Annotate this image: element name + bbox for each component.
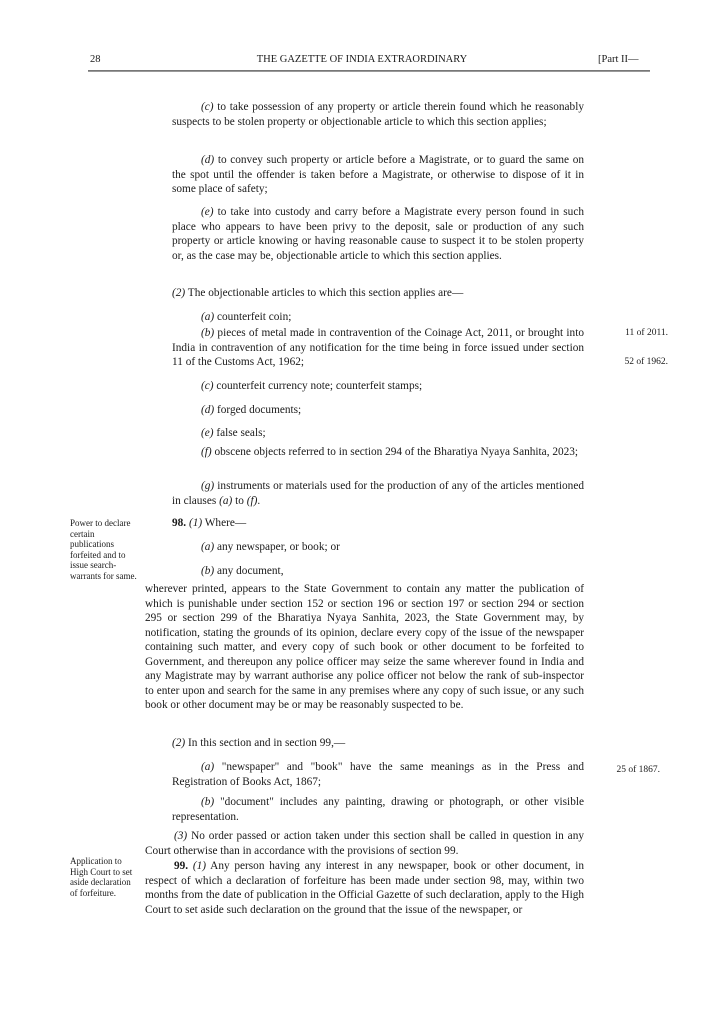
marginal-note-section-98: Power to declare certain publications forfeited and to issue search-warrants for same. [70, 518, 137, 581]
clause-d-convey: (d) to convey such property or article before a Magistrate, or to guard the same on the spot until the offender is taken before a Magistrate, or otherwise to dispose of it in some place of safety; [172, 154, 584, 195]
section-99-subsection-1: 99. (1) Any person having any interest in any newspaper, book or other document, in respect of which a declaration of forfeiture has been made under section 98, may, within two months from the date of publication in the Official Gazette of such declaration, apply to the High Court to set aside such declaration on the ground that the issue of the newspaper, or [145, 860, 584, 916]
header-rule [88, 70, 650, 72]
item-f-obscene-objects: (f) obscene objects referred to in section 294 of the Bharatiya Nyaya Sanhita, 2023; [201, 446, 579, 458]
ref-customs-act: 52 of 1962. [624, 357, 668, 367]
marginal-note-section-99: Application to High Court to set aside declaration of forfeiture. [70, 856, 133, 898]
section-98-item-a: (a) any newspaper, or book; or [201, 541, 340, 553]
definition-newspaper-book: (a) "newspaper" and "book" have the same meanings as in the Press and Registration of Books Act, 1867; [172, 761, 584, 788]
item-g-instruments: (g) instruments or materials used for the production of any of the articles mentioned in clauses (a) to (f). [172, 480, 584, 507]
item-d-forged-documents: (d) forged documents; [201, 404, 302, 416]
clause-e-custody: (e) to take into custody and carry before a Magistrate every person found in such place who appears to have been privy to the deposit, sale or production of any such property or article knowing or having reasonable cause to suspect it to be stolen property or, as the case may be, objectionable article to which this section applies. [172, 206, 584, 262]
subsection-2-intro: (2) The objectionable articles to which this section applies are— [172, 287, 464, 299]
item-a-counterfeit-coin: (a) counterfeit coin; [201, 311, 292, 323]
clause-c-possession: (c) to take possession of any property or article therein found which he reasonably suspects to be stolen property or objectionable article to which this section applies; [172, 101, 584, 128]
part-label: [Part II— [598, 54, 639, 65]
definition-document: (b) "document" includes any painting, drawing or photograph, or other visible representation. [172, 796, 584, 823]
section-98-item-b: (b) any document, [201, 565, 284, 577]
item-e-false-seals: (e) false seals; [201, 427, 266, 439]
item-c-currency-note: (c) counterfeit currency note; counterfeit stamps; [201, 380, 423, 392]
section-98-heading: 98. (1) Where— [172, 517, 247, 529]
section-98-subsection-3: (3) No order passed or action taken under this section shall be called in question in any Court otherwise than in accordance with the provisions of section 99. [145, 830, 584, 857]
ref-coinage-act: 11 of 2011. [625, 328, 668, 338]
ref-press-act: 25 of 1867. [616, 765, 660, 775]
gazette-title: THE GAZETTE OF INDIA EXTRAORDINARY [256, 54, 468, 65]
section-98-body: wherever printed, appears to the State Government to contain any matter the publication of which is punishable under section 152 or section 196 or section 197 or section 294 or section 295 or section 299 of the Bharatiya Nyaya Sanhita, 2023, the State Government may, by notification, stating the grounds of its opinion, declare every copy of the issue of the newspaper containing such matter, and every copy of such book or other document to be forfeited to Government, and thereupon any police officer may seize the same wherever found in India and any Magistrate may by warrant authorise any police officer not below the rank of sub-inspector to enter upon and search for the same in any premises where any copy of such issue, or any such book or other document may be or may be reasonably suspected to be. [145, 583, 584, 711]
page-number: 28 [90, 54, 101, 65]
item-b-metal-pieces: (b) pieces of metal made in contravention of the Coinage Act, 2011, or brought into India in contravention of any notification for the time being in force issued under section 11 of the Customs Act, 1962; [172, 327, 584, 368]
section-98-subsection-2: (2) In this section and in section 99,— [172, 737, 346, 749]
